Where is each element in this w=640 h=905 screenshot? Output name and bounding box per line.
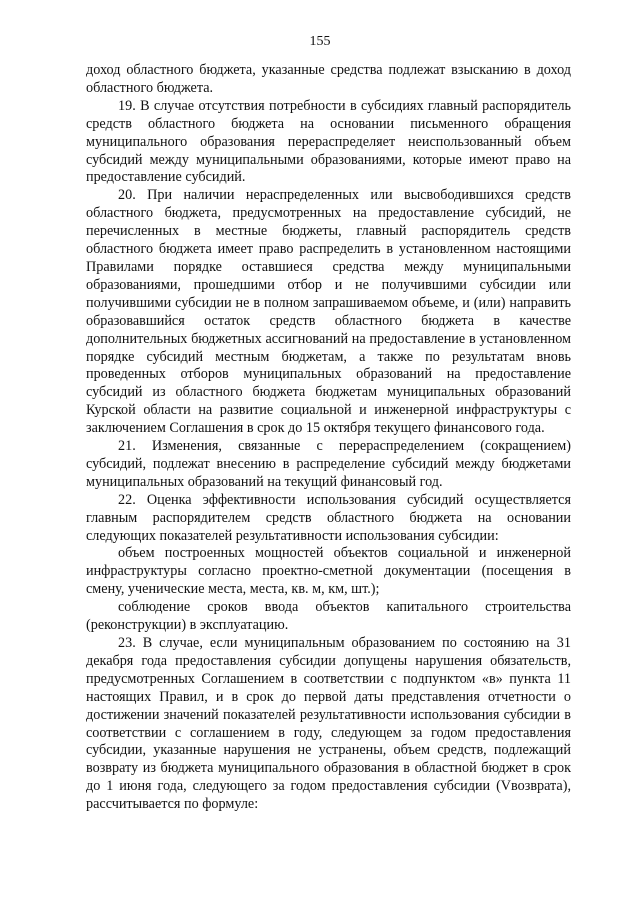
page-number: 155 [309, 34, 331, 49]
paragraph-21: 21. Изменения, связанные с перераспределением (сокращением) субсидий, подлежат внесению в распределение субсидий между бюджетами муниципальных образований на текущий финансовый год. [86, 438, 571, 490]
paragraph-22-indicator-2: соблюдение сроков ввода объектов капитального строительства (реконструкции) в эксплуатацию. [86, 599, 571, 634]
paragraph-19: 19. В случае отсутствия потребности в субсидиях главный распорядитель средств областного бюджета на основании письменного обращения муниципального образования перераспределяет неиспользованный объем субсидий между муниципальными образованиями, которые имеют право на предоставление субсидий. [86, 97, 571, 186]
paragraph-continuation: доход областного бюджета, указанные средства подлежат взысканию в доход областного бюджета. [86, 62, 571, 96]
document-body [86, 62, 571, 814]
paragraph-20: 20. При наличии нераспределенных или высвободившихся средств областного бюджета, предусмотренных на предоставление субсидий, не перечисленных в местные бюджеты, главный распорядитель средств областного бюджета имеет право распределить в установленном настоящими Правилами порядке оставшиеся средства между муниципальными образованиями, прошедшими отбор и не получившими субсидии или получившими субсидии не в полном запрашиваемом объеме, и (или) направить образовавшийся остаток средств областного бюджета в качестве дополнительных бюджетных ассигнований на предоставление в установленном порядке субсидий местным бюджетам, а также по результатам вновь проведенных отборов муниципальных образований на предоставление субсидий из областного бюджета бюджетам муниципальных образований Курской области на развитие социальной и инженерной инфраструктуры с заключением Соглашения в срок до 15 октября текущего финансового года. [86, 187, 571, 437]
paragraph-23: 23. В случае, если муниципальным образованием по состоянию на 31 декабря года предоставления субсидии допущены нарушения обязательств, предусмотренных Соглашением в соответствии с подпунктом «в» пункта 11 настоящих Правил, и в срок до первой даты представления отчетности о достижении значений показателей результативности использования субсидии в соответствии с соглашением в году, следующем за годом предоставления субсидии, указанные нарушения не устранены, объем средств, подлежащий возврату из бюджета муниципального образования в областной бюджет в срок до 1 июня года, следующего за годом предоставления субсидии (Vвозврата), рассчитывается по формуле: [86, 635, 571, 813]
paragraph-22-indicator-1: объем построенных мощностей объектов социальной и инженерной инфраструктуры согласно проектно-сметной документации (посещения в смену, ученические места, места, кв. м, км, шт.); [86, 545, 571, 598]
paragraph-22: 22. Оценка эффективности использования субсидий осуществляется главным распорядителем средств областного бюджета на основании следующих показателей результативности использования субсидии: [86, 491, 571, 544]
